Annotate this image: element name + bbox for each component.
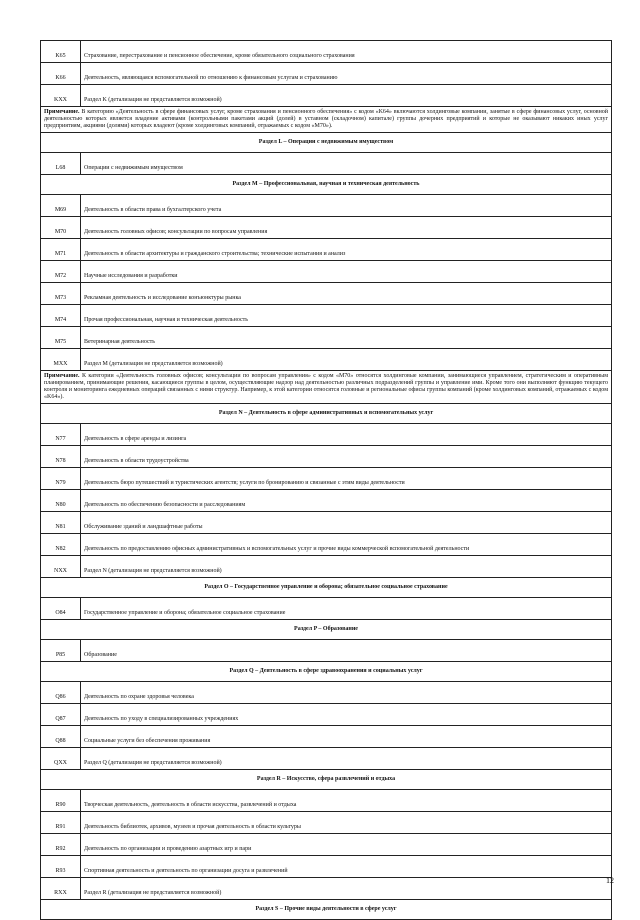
table-row (41, 878, 612, 900)
activity-code: MXX (41, 349, 81, 371)
section-header-row (41, 133, 612, 153)
activity-code: K66 (41, 63, 81, 85)
table-row (41, 640, 612, 662)
activity-code: QXX (41, 748, 81, 770)
table-row (41, 468, 612, 490)
activity-code: Q87 (41, 704, 81, 726)
table-row (41, 726, 612, 748)
activity-code: R92 (41, 834, 81, 856)
section-title: Раздел L – Операции с недвижимым имуществом (41, 133, 612, 153)
section-title: Раздел M – Профессиональная, научная и техническая деятельность (41, 175, 612, 195)
activity-code: L68 (41, 153, 81, 175)
activity-description: Государственное управление и оборона; обязательное социальное страхование (81, 598, 612, 620)
table-row (41, 41, 612, 63)
section-header-row (41, 662, 612, 682)
table-row (41, 704, 612, 726)
activity-description: Творческая деятельность, деятельность в области искусства, развлечений и отдыха (81, 790, 612, 812)
activity-description: Деятельность в области трудоустройства (81, 446, 612, 468)
activity-description: Деятельность в области права и бухгалтерского учета (81, 195, 612, 217)
activity-description: Деятельность библиотек, архивов, музеев и прочая деятельность в области культуры (81, 812, 612, 834)
table-row (41, 512, 612, 534)
activity-code: Q86 (41, 682, 81, 704)
table-row (41, 534, 612, 556)
table-row (41, 217, 612, 239)
table-row (41, 327, 612, 349)
activity-code: N82 (41, 534, 81, 556)
activity-description: Деятельность в области архитектуры и гражданского строительства; технические испытания и анализ (81, 239, 612, 261)
activity-code: M73 (41, 283, 81, 305)
note-cell (41, 371, 612, 404)
activity-description: Раздел Q (детализация не представляется возможной) (81, 748, 612, 770)
section-header-row (41, 770, 612, 790)
table-row (41, 283, 612, 305)
activity-description: Страхование, перестрахование и пенсионное обеспечение, кроме обязательного социального страхования (81, 41, 612, 63)
activity-description: Ветеринарная деятельность (81, 327, 612, 349)
note-row (41, 371, 612, 404)
table-row (41, 812, 612, 834)
activity-code: M72 (41, 261, 81, 283)
activity-code: M75 (41, 327, 81, 349)
section-title: Раздел S – Прочие виды деятельности в сфере услуг (41, 900, 612, 920)
table-row (41, 856, 612, 878)
table-row (41, 556, 612, 578)
activity-description: Прочая профессиональная, научная и техническая деятельность (81, 305, 612, 327)
section-header-row (41, 620, 612, 640)
activity-description: Деятельность по охране здоровья человека (81, 682, 612, 704)
activity-description: Деятельность, являющаяся вспомогательной по отношению к финансовым услугам и страхованию (81, 63, 612, 85)
table-row (41, 834, 612, 856)
activity-code: N79 (41, 468, 81, 490)
table-row (41, 63, 612, 85)
table-row (41, 195, 612, 217)
activity-code: M74 (41, 305, 81, 327)
table-row (41, 490, 612, 512)
activity-code: R93 (41, 856, 81, 878)
table-row (41, 239, 612, 261)
activity-description: Деятельность по предоставлению офисных административных и вспомогательных услуг и прочие виды коммерческой вспомогательной деятельности (81, 534, 612, 556)
table-row (41, 85, 612, 107)
activity-code: P85 (41, 640, 81, 662)
activity-description: Научные исследования и разработки (81, 261, 612, 283)
activity-description: Раздел M (детализация не представляется возможной) (81, 349, 612, 371)
section-title: Раздел O – Государственное управление и оборона; обязательное социальное страхование (41, 578, 612, 598)
activity-code: KXX (41, 85, 81, 107)
note-text: К категории «Деятельность головных офисов; консультации по вопросам управления» с кодом «M70» относятся холдинговые компании, занимающиеся управлением, стратегическим и оперативным планированием, принимающие решения, касающиеся группы в целом, осуществляющие надзор над деятельностью различных подразделений группы и управление ими. Кроме того они выполняют функцию текущего контроля и мониторинга ежедневных операций связанных с ними структур. Например, к этой категории относятся головные и региональные офисы группы компаний (кроме холдинговых компаний, отражаемых с кодом «K64»). (44, 373, 608, 400)
activity-description: Рекламная деятельность и исследование конъюнктуры рынка (81, 283, 612, 305)
activity-code: R90 (41, 790, 81, 812)
activity-code: N80 (41, 490, 81, 512)
section-header-row (41, 578, 612, 598)
classification-table (40, 40, 612, 920)
table-row (41, 598, 612, 620)
activity-code: NXX (41, 556, 81, 578)
table-row (41, 305, 612, 327)
section-title: Раздел N – Деятельность в сфере административных и вспомогательных услуг (41, 404, 612, 424)
section-header-row (41, 900, 612, 920)
activity-code: M71 (41, 239, 81, 261)
activity-code: N77 (41, 424, 81, 446)
activity-description: Операции с недвижимым имуществом (81, 153, 612, 175)
activity-description: Деятельность по организации и проведению азартных игр и пари (81, 834, 612, 856)
activity-code: RXX (41, 878, 81, 900)
section-title: Раздел P – Образование (41, 620, 612, 640)
note-label: Примечание. (44, 109, 80, 115)
section-title: Раздел R – Искусство, сфера развлечений и отдыха (41, 770, 612, 790)
note-row (41, 107, 612, 133)
activity-description: Деятельность по уходу в специализированных учреждениях (81, 704, 612, 726)
note-cell (41, 107, 612, 133)
note-label: Примечание. (44, 373, 80, 379)
activity-code: K65 (41, 41, 81, 63)
activity-description: Образование (81, 640, 612, 662)
activity-description: Деятельность бюро путешествий и туристических агентств; услуги по бронированию и связанные с этим виды деятельности (81, 468, 612, 490)
document-page (40, 40, 612, 920)
activity-code: R91 (41, 812, 81, 834)
table-row (41, 349, 612, 371)
table-row (41, 261, 612, 283)
table-row (41, 790, 612, 812)
classification-table-body (41, 41, 612, 920)
section-header-row (41, 404, 612, 424)
table-row (41, 424, 612, 446)
section-header-row (41, 175, 612, 195)
table-row (41, 748, 612, 770)
table-row (41, 682, 612, 704)
activity-description: Деятельность в сфере аренды и лизинга (81, 424, 612, 446)
activity-description: Раздел N (детализация не представляется возможной) (81, 556, 612, 578)
activity-code: N78 (41, 446, 81, 468)
activity-description: Раздел K (детализация не представляется возможной) (81, 85, 612, 107)
activity-code: M69 (41, 195, 81, 217)
table-row (41, 446, 612, 468)
activity-description: Деятельность головных офисов; консультации по вопросам управления (81, 217, 612, 239)
section-title: Раздел Q – Деятельность в сфере здравоохранения и социальных услуг (41, 662, 612, 682)
activity-description: Обслуживание зданий и ландшафтные работы (81, 512, 612, 534)
activity-description: Социальные услуги без обеспечения проживания (81, 726, 612, 748)
activity-description: Раздел R (детализация не представляется возможной) (81, 878, 612, 900)
activity-description: Деятельность по обеспечению безопасности и расследованиям (81, 490, 612, 512)
activity-description: Спортивная деятельность и деятельность по организации досуга и развлечений (81, 856, 612, 878)
table-row (41, 153, 612, 175)
activity-code: O84 (41, 598, 81, 620)
note-text: В категорию «Деятельность в сфере финансовых услуг, кроме страхования и пенсионного обеспечения» с кодом «K64» включаются холдинговые компании, занятые в сфере финансовых услуг, основной деятельностью которых является владение активами (контрольными пакетами акций (долей) в уставном (складочном) капитале) группы дочерних предприятий и которые не оказывают никаких иных услуг предприятиям, акциями (долями) которых владеют (кроме холдинговых компаний, отражаемых с кодом «M70»). (44, 109, 608, 129)
page-number: 12 (606, 876, 614, 885)
activity-code: M70 (41, 217, 81, 239)
activity-code: N81 (41, 512, 81, 534)
activity-code: Q88 (41, 726, 81, 748)
